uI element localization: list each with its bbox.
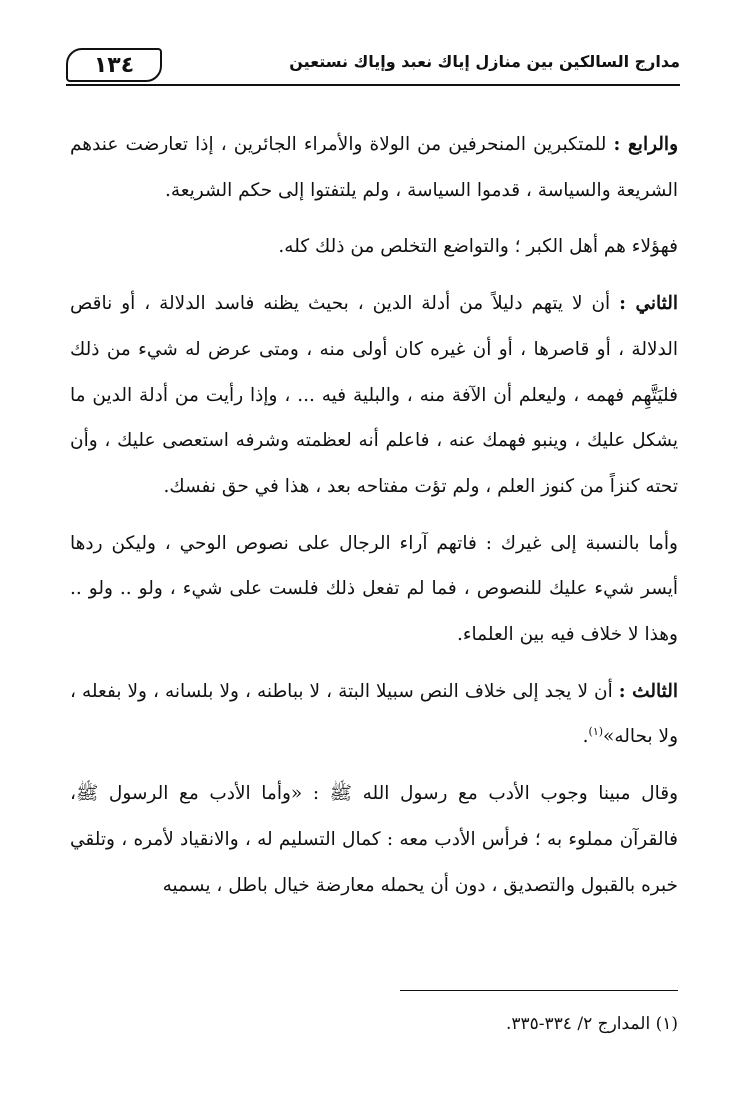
paragraph-adab xyxy=(70,771,678,908)
running-title: مدارج السالكين بين منازل إياك نعبد وإياك نستعين xyxy=(289,52,680,71)
page-number: ١٣٤ xyxy=(66,48,162,82)
paragraph-text: أن لا يجد إلى خلاف النص سبيلا البتة ، لا بباطنه ، ولا بلسانه ، ولا بفعله ، ولا بحاله» xyxy=(70,680,678,748)
header-rule xyxy=(66,84,680,86)
footnote: (١) المدارج ٢/ ٣٣٤-٣٣٥. xyxy=(505,1014,678,1034)
paragraph-text: للمتكبرين المنحرفين من الولاة والأمراء الجائرين ، إذا تعارضت عندهم الشريعة والسياسة ، قدموا السياسة ، ولم يلتفتوا إلى حكم الشريعة. xyxy=(70,134,678,201)
paragraph-text: أن لا يتهم دليلاً من أدلة الدين ، بحيث يظنه فاسد الدلالة ، أو ناقص الدلالة ، أو قاصرها ، أو أن غيره كان أولى منه ، ومتى عرض له شيء من ذلك فليَتَّهِم فهمه ، وليعلم أن الآفة منه ، والبلية فيه ... ، وإذا رأيت من أدلة الدين ما يشكل عليك ، وينبو فهمك عنه ، فاعلم أنه لعظمته وشرفه استعصى عليك ، وأن تحته كنزاً من كنوز العلم ، ولم تؤت مفتاحه بعد ، هذا في حق نفسك. xyxy=(70,293,678,497)
footnote-rule xyxy=(400,990,678,991)
paragraph-text: وأما بالنسبة إلى غيرك : فاتهم آراء الرجال على نصوص الوحي ، وليكن ردها أيسر شيء عليك للنصوص ، فما لم تفعل ذلك فلست على شيء ، ولو .. ولو .. وهذا لا خلاف فيه بين العلماء. xyxy=(70,532,678,646)
paragraph-text: فهؤلاء هم أهل الكبر ؛ والتواضع التخلص من ذلك كله. xyxy=(278,236,678,258)
paragraph-text: وقال مبينا وجوب الأدب مع رسول الله ﷺ : «وأما الأدب مع الرسول ﷺ، فالقرآن مملوء به ؛ فرأس الأدب معه : كمال التسليم له ، والانقياد لأمره ، وتلقي خبره بالقبول والتصديق ، دون أن يحمله معارضة خيال باطل ، يسميه xyxy=(70,783,678,896)
paragraph-lead: الثالث : xyxy=(618,680,678,702)
main-text xyxy=(70,122,678,919)
paragraph-fourth xyxy=(70,122,678,213)
footnote-reference: (١) xyxy=(588,725,604,739)
paragraph-others xyxy=(70,521,678,658)
paragraph-third xyxy=(70,669,678,760)
paragraph-humility xyxy=(70,224,678,270)
running-header xyxy=(66,48,680,82)
paragraph-lead: والرابع : xyxy=(613,134,679,155)
paragraph-end-mark: . xyxy=(582,726,589,748)
paragraph-lead: الثاني : xyxy=(619,293,679,315)
paragraph-second xyxy=(70,281,678,510)
